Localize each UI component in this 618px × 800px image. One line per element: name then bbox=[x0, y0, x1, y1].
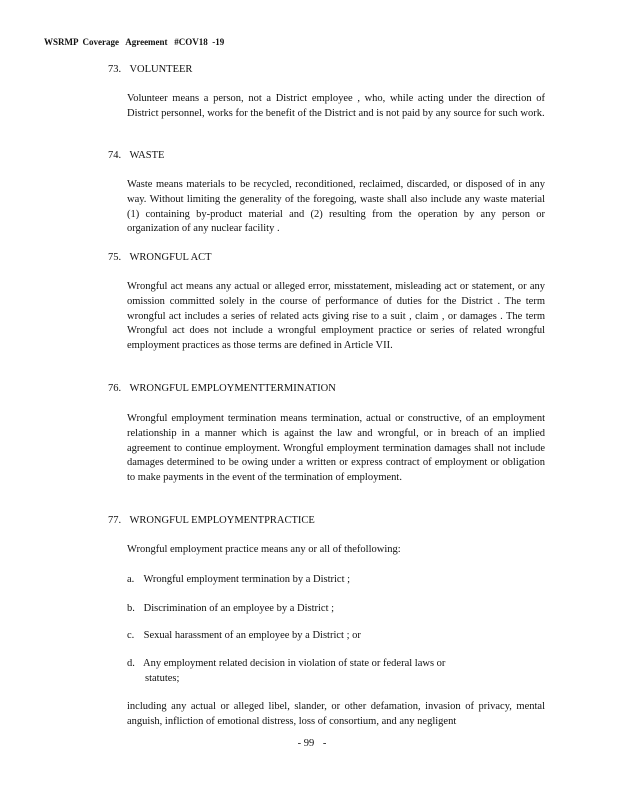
definition-term: WRONGFUL ACT bbox=[129, 252, 212, 263]
definition-heading bbox=[108, 383, 336, 394]
list-item bbox=[127, 573, 545, 588]
document-header: WSRMP Coverage Agreement #COV18 -19 bbox=[44, 37, 225, 47]
definition-number: 77. bbox=[108, 515, 122, 526]
list-item-continuation: statutes; bbox=[145, 672, 180, 684]
list-item-marker: a. bbox=[127, 574, 135, 585]
definition-heading bbox=[108, 515, 315, 526]
definition-text: Wrongful employment termination means termination, actual or constructive, of an employment relationship in a manner which is against the law and wrongful, or in breach of an implied agreement to continue employment. Wrongful employment termination damages shall not include damages determined to be owing under a written or express contract of employment or obligation to make payments in the event of the termination of employment. bbox=[127, 413, 545, 484]
definition-heading bbox=[108, 150, 164, 161]
page-number-suffix: - bbox=[322, 738, 327, 749]
page-number bbox=[0, 738, 618, 749]
definition-number: 74. bbox=[108, 150, 122, 161]
definition-text: Wrongful act means any actual or alleged error, misstatement, misleading act or statement, or any omission committed solely in the course of performance of duties for the District . The term wrongful act includes a series of related acts giving rise to a suit , claim , or damages . The term Wrongful act does not include a wrongful employment practice or series of related wrongful employment practices as those terms are defined in Article VII. bbox=[127, 281, 545, 352]
list-item-text: Sexual harassment of an employee by a District ; or bbox=[143, 630, 361, 641]
list-item bbox=[127, 657, 545, 687]
list-item-text: Wrongful employment termination by a District ; bbox=[143, 574, 351, 585]
definition-text: Wrongful employment practice means any or all of thefollowing: bbox=[127, 544, 401, 555]
list-item bbox=[127, 629, 545, 644]
definition-text: Volunteer means a person, not a District employee , who, while acting under the direction of District personnel, works for the benefit of the District and is not paid by any source for such work. bbox=[127, 93, 545, 119]
definition-term: WASTE bbox=[129, 150, 165, 161]
definition-term: WRONGFUL EMPLOYMENTTERMINATION bbox=[129, 383, 336, 394]
list-item-marker: b. bbox=[127, 603, 135, 614]
list-item-marker: d. bbox=[127, 658, 135, 669]
list-item-text: Any employment related decision in violation of state or federal laws or bbox=[143, 658, 446, 669]
definition-number: 75. bbox=[108, 252, 122, 263]
closing-text: including any actual or alleged libel, slander, or other defamation, invasion of privacy, mental anguish, infliction of emotional distress, loss of consortium, and any negligent bbox=[127, 701, 545, 727]
list-item-text: Discrimination of an employee by a District ; bbox=[143, 603, 335, 614]
definition-heading bbox=[108, 252, 212, 263]
definition-term: VOLUNTEER bbox=[129, 64, 193, 75]
definition-heading bbox=[108, 64, 192, 75]
list-item-marker: c. bbox=[127, 630, 135, 641]
definition-text: Waste means materials to be recycled, reconditioned, reclaimed, discarded, or disposed of in any way. Without limiting the generality of the foregoing, waste shall also include any waste material (1) containing by-product material and (2) resulting from the operation by any person or organization of any nuclear facility . bbox=[127, 179, 545, 235]
list-item bbox=[127, 602, 545, 617]
definition-number: 73. bbox=[108, 64, 122, 75]
definition-number: 76. bbox=[108, 383, 122, 394]
page-number-prefix: - 99 bbox=[297, 738, 315, 749]
definition-term: WRONGFUL EMPLOYMENTPRACTICE bbox=[129, 515, 315, 526]
